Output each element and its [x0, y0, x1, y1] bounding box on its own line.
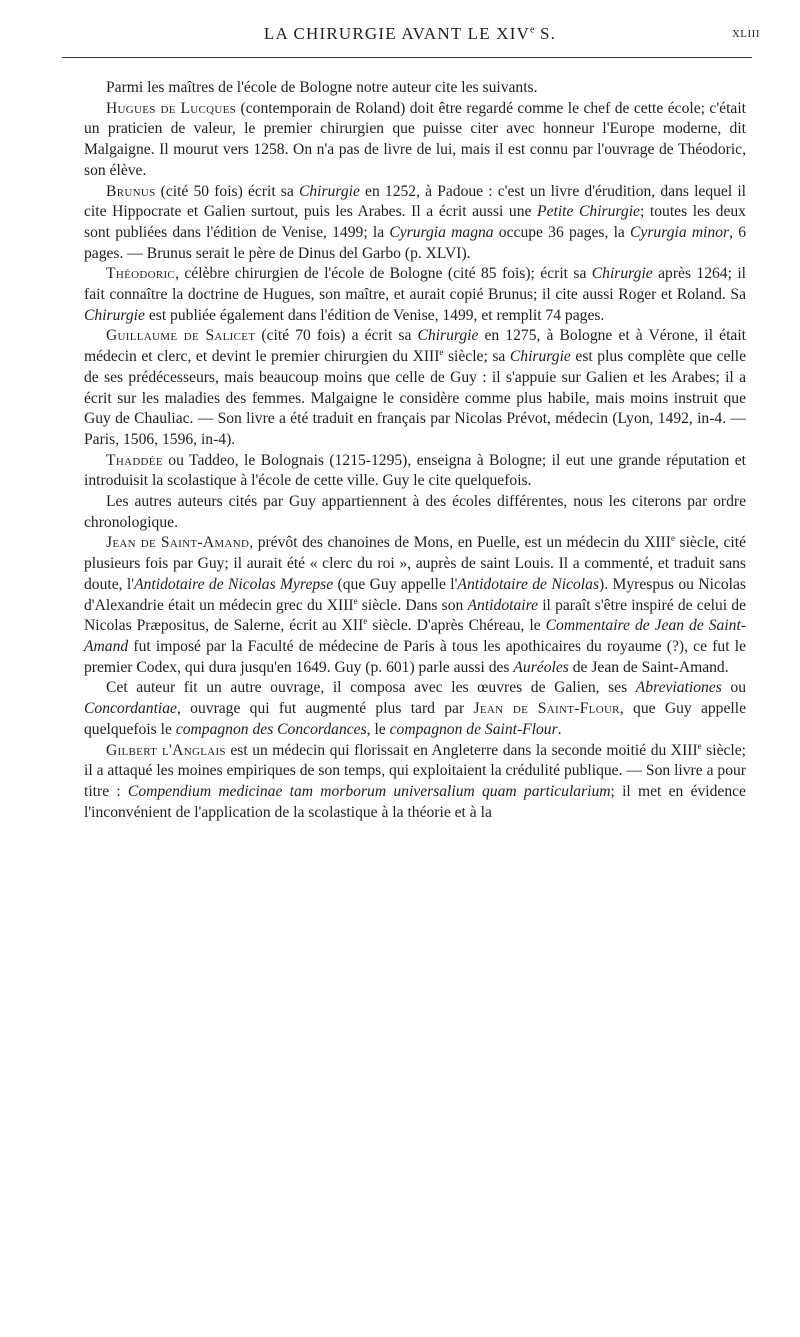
paragraph-5: Guillaume de Saliceт (cité 70 fois) a écrit sa Chirurgie en 1275, à Bologne et à Vérone, il était médecin et clerc, et devint le premier chirurgien du XIIIe siècle; sa Chirurgie est plus complète que celle de ses prédécesseurs, mais beaucoup moins que celle de Guy : il s'appuie sur Galien et les Arabes; il a écrit sur les maladies des femmes. Malgaigne le considère comme plus habile, mais moins instruit que Guy de Chauliac. — Son livre a été traduit en français par Nicolas Prévot, médecin (Lyon, 1492, in-4. — Paris, 1506, 1596, in-4). [84, 327, 747, 448]
running-header [60, 24, 760, 64]
paragraph-9: Cet auteur fit un autre ouvrage, il composa avec les œuvres de Galien, ses Abreviationes ou Concordantiae, ouvrage qui fut augmenté plus tard par Jean de Saint-Flour, que Guy appelle quelquefois le compagnon des Concordances, le compagnon de Saint-Flour. [84, 679, 746, 738]
page-number: XLIII [731, 28, 760, 40]
paragraph-1: Parmi les maîtres de l'école de Bologne notre auteur cite les suivants. [106, 79, 538, 96]
author-name: Gilbert l'Anglais [106, 741, 226, 759]
paragraph-3: Brunus (cité 50 fois) écrit sa Chirurgie en 1252, à Padoue : c'est un livre d'érudition, dans lequel il cite Hippocrate et Galien surtout, puis les Arabes. Il a écrit aussi une Petite Chirurgie; toutes les deux sont publiées dans l'édition de Venise, 1499; la Cyrurgia magna occupe 36 pages, la Cyrurgia minor, 6 pages. — Brunus serait le père de Dinus del Garbo (p. XLVI). [84, 182, 747, 262]
author-name: Thaddée [106, 451, 163, 469]
paragraph-6: Thaddée ou Taddeo, le Bolognais (1215-1295), enseigna à Bologne; il eut une grande réputation et introduisit la scolastique à l'école de cette ville. Guy le cite quelquefois. [84, 451, 746, 490]
author-name: Jean de Saint-Amand [106, 534, 250, 552]
paragraph-10: Gilbert l'Anglais est un médecin qui florissait en Angleterre dans la seconde moitié du XIIIe siècle; il a attaqué les moines empiriques de son temps, qui exploitaient la crédulité publique. — Son livre a pour titre : Compendium medicinae tam morborum universalium quam particularium; il met en évidence l'inconvénient de l'application de la scolastique à la théorie et à la [84, 740, 747, 821]
author-name: Guillaume de Saliceт [106, 327, 256, 345]
header-rule [62, 57, 752, 58]
paragraph-7: Les autres auteurs cités par Guy appartiennent à des écoles différentes, nous les citerons par ordre chronologique. [84, 493, 746, 531]
paragraph-2: Hugues de Lucques (contemporain de Roland) doit être regardé comme le chef de cette école; c'était un praticien de valeur, le premier chirurgien que puisse citer avec honneur l'Europe moderne, dit Malgaigne. Il mourut vers 1258. On n'a pas de livre de lui, mais il est connu par l'ouvrage de Théodoric, son élève. [84, 99, 746, 179]
paragraph-4: Théodoric, célèbre chirurgien de l'école de Bologne (cité 85 fois); écrit sa Chirurgie après 1264; il fait connaître la doctrine de Hugues, son maître, et aurait copié Brunus; il cite aussi Roger et Roland. Sa Chirurgie est publiée également dans l'édition de Venise, 1499, et remplit 74 pages. [84, 265, 747, 324]
running-title: LA CHIRURGIE AVANT LE XIVe S. [263, 24, 557, 43]
author-name: Théodoric [106, 265, 176, 283]
body-text [84, 78, 746, 823]
author-name: Jean de Saint-Flour [473, 700, 620, 718]
paragraph-8: Jean de Saint-Amand, prévôt des chanoines de Mons, en Puelle, est un médecin du XIIIe siècle, cité plusieurs fois par Guy; il aurait été « clerc du roi », auprès de saint Louis. Il a commenté, et traduit sans doute, l'Antidotaire de Nicolas Myrepse (que Guy appelle l'Antidotaire de Nicolas). Myrespus ou Nicolas d'Alexandrie était un médecin grec du XIIIe siècle. Dans son Antidotaire il paraît s'être inspiré de celui de Nicolas Præpositus, de Salerne, écrit au XIIe siècle. D'après Chéreau, le Commentaire de Jean de Saint-Amand fut imposé par la Faculté de médecine de Paris à tous les apothicaires du royaume (?), ce fut le premier Codex, qui dura jusqu'en 1649. Guy (p. 601) parle aussi des Auréoles de Jean de Saint-Amand. [84, 533, 746, 676]
author-name: Hugues de Lucques [106, 99, 237, 117]
author-name: Brunus [106, 182, 156, 200]
